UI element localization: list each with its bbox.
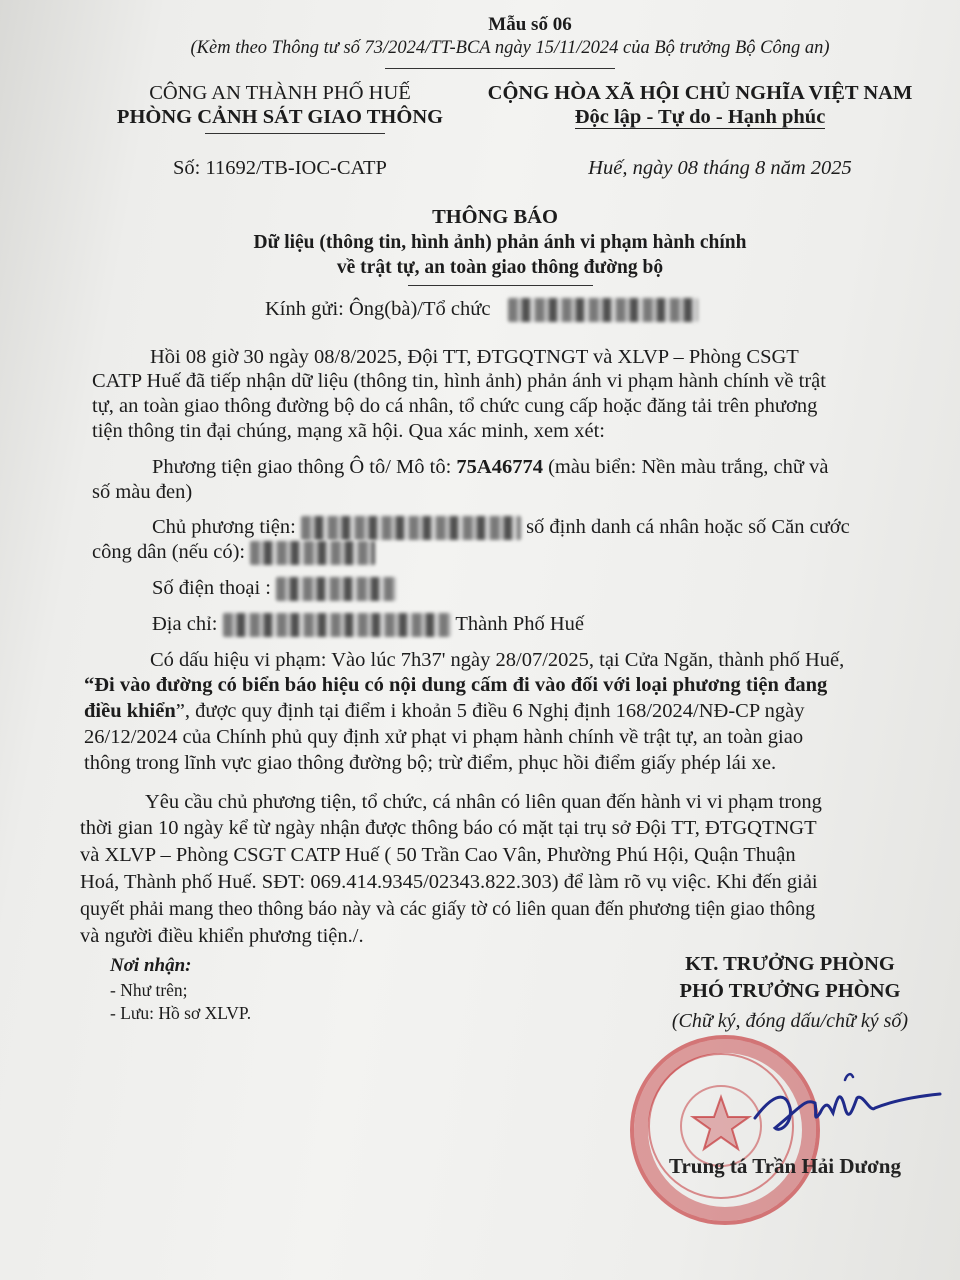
issue-date: Huế, ngày 08 tháng 8 năm 2025 bbox=[588, 157, 852, 179]
violation-line-1: Có dấu hiệu vi phạm: Vào lúc 7h37' ngày 28/07/2025, tại Cửa Ngăn, thành phố Huế, bbox=[150, 649, 845, 671]
owner-label: Chủ phương tiện: bbox=[152, 516, 301, 538]
owner-id-label: công dân (nếu có): bbox=[92, 541, 251, 563]
document-subtitle-2: về trật tự, an toàn giao thông đường bộ bbox=[336, 257, 664, 278]
signer-role-1: KT. TRƯỞNG PHÒNG bbox=[685, 953, 895, 975]
recipient-item-2: - Lưu: Hồ sơ XLVP. bbox=[110, 1003, 252, 1023]
violation-line-5: thông trong lĩnh vực giao thông đường bộ; trừ điểm, phục hồi điểm giấy phép lái xe. bbox=[84, 752, 777, 774]
request-line-2: thời gian 10 ngày kể từ ngày nhận được thông báo có mặt tại trụ sở Đội TT, ĐTGQTNGT bbox=[80, 817, 817, 839]
plate-color-note: (màu biển: Nền màu trắng, chữ và bbox=[542, 456, 829, 478]
signer-name: Trung tá Trần Hải Dương bbox=[669, 1154, 901, 1178]
form-attachment-note: (Kèm theo Thông tư số 73/2024/TT-BCA ngày 15/11/2024 của Bộ trưởng Bộ Công an) bbox=[190, 38, 830, 58]
redacted-recipient bbox=[508, 298, 698, 322]
agency-name: CÔNG AN THÀNH PHỐ HUẾ bbox=[149, 82, 411, 104]
address-label: Địa chỉ: bbox=[152, 613, 223, 635]
document-subtitle-1: Dữ liệu (thông tin, hình ảnh) phản ánh vi phạm hành chính bbox=[253, 232, 747, 253]
country-name: CỘNG HÒA XÃ HỘI CHỦ NGHĨA VIỆT NAM bbox=[487, 82, 913, 104]
recipient-label: Kính gửi: Ông(bà)/Tổ chức bbox=[265, 298, 491, 320]
intro-line-4: tiện thông tin đại chúng, mạng xã hội. Qua xác minh, xem xét: bbox=[92, 420, 605, 442]
recipients-title: Nơi nhận: bbox=[110, 955, 192, 976]
redacted-id-number bbox=[250, 541, 375, 565]
document-number: Số: 11692/TB-IOC-CATP bbox=[173, 157, 387, 179]
form-number: Mẫu số 06 bbox=[488, 14, 572, 35]
violation-description-end: điều khiển bbox=[84, 700, 176, 722]
license-plate: 75A46774 bbox=[456, 456, 543, 478]
request-line-1: Yêu cầu chủ phương tiện, tổ chức, cá nhân có liên quan đến hành vi vi phạm trong bbox=[145, 791, 822, 813]
request-line-5: quyết phải mang theo thông báo này và các giấy tờ có liên quan đến phương tiện giao thông bbox=[80, 898, 816, 920]
redacted-phone bbox=[276, 577, 396, 601]
intro-line-2: CATP Huế đã tiếp nhận dữ liệu (thông tin, hình ảnh) phản ánh vi phạm hành chính về trật bbox=[92, 370, 826, 392]
phone-line bbox=[152, 577, 396, 601]
vehicle-line-2: số màu đen) bbox=[92, 481, 193, 503]
address-line bbox=[152, 613, 584, 637]
motto-text: Độc lập - Tự do - Hạnh phúc bbox=[574, 106, 826, 128]
redacted-owner-name bbox=[301, 516, 521, 540]
owner-id-text: số định danh cá nhân hoặc số Căn cước bbox=[520, 516, 850, 538]
department-name: PHÒNG CẢNH SÁT GIAO THÔNG bbox=[116, 106, 444, 128]
vehicle-line bbox=[152, 456, 828, 479]
signature-note: (Chữ ký, đóng dấu/chữ ký số) bbox=[671, 1010, 909, 1032]
intro-line-1: Hồi 08 giờ 30 ngày 08/8/2025, Đội TT, ĐTGQTNGT và XLVP – Phòng CSGT bbox=[150, 346, 799, 368]
intro-line-3: tự, an toàn giao thông đường bộ do cá nhân, tổ chức cung cấp hoặc đăng tải trên phương bbox=[92, 395, 818, 417]
recipient-line bbox=[265, 298, 698, 322]
title-underline bbox=[408, 285, 593, 286]
address-city: Thành Phố Huế bbox=[450, 613, 585, 635]
phone-label: Số điện thoại : bbox=[152, 577, 277, 599]
violation-description: “Đi vào đường có biển báo hiệu có nội dung cấm đi vào đối với loại phương tiện đang bbox=[84, 674, 828, 696]
signer-role-2: PHÓ TRƯỞNG PHÒNG bbox=[679, 980, 901, 1002]
national-motto bbox=[460, 106, 940, 129]
request-line-6: và người điều khiển phương tiện./. bbox=[80, 925, 364, 947]
redacted-address bbox=[223, 613, 451, 637]
vehicle-label: Phương tiện giao thông Ô tô/ Mô tô: bbox=[152, 456, 457, 478]
violation-line-3 bbox=[84, 700, 804, 723]
violation-legal-basis: ”, được quy định tại điểm i khoản 5 điều 6 Nghị định 168/2024/NĐ-CP ngày bbox=[175, 700, 805, 722]
document-title: THÔNG BÁO bbox=[432, 206, 558, 228]
owner-line-2 bbox=[92, 541, 375, 565]
department-underline bbox=[205, 133, 385, 134]
violation-line-4: 26/12/2024 của Chính phủ quy định xử phạt vi phạm hành chính về trật tự, an toàn giao bbox=[84, 726, 804, 748]
form-underline bbox=[385, 68, 615, 69]
handwritten-signature bbox=[745, 1068, 945, 1148]
request-line-3: và XLVP – Phòng CSGT CATP Huế ( 50 Trần Cao Vân, Phường Phú Hội, Quận Thuận bbox=[80, 844, 796, 866]
request-line-4: Hoá, Thành phố Huế. SĐT: 069.414.9345/02343.822.303) để làm rõ vụ việc. Khi đến giải bbox=[80, 871, 818, 893]
owner-line bbox=[152, 516, 850, 540]
recipient-item-1: - Như trên; bbox=[110, 980, 188, 1000]
